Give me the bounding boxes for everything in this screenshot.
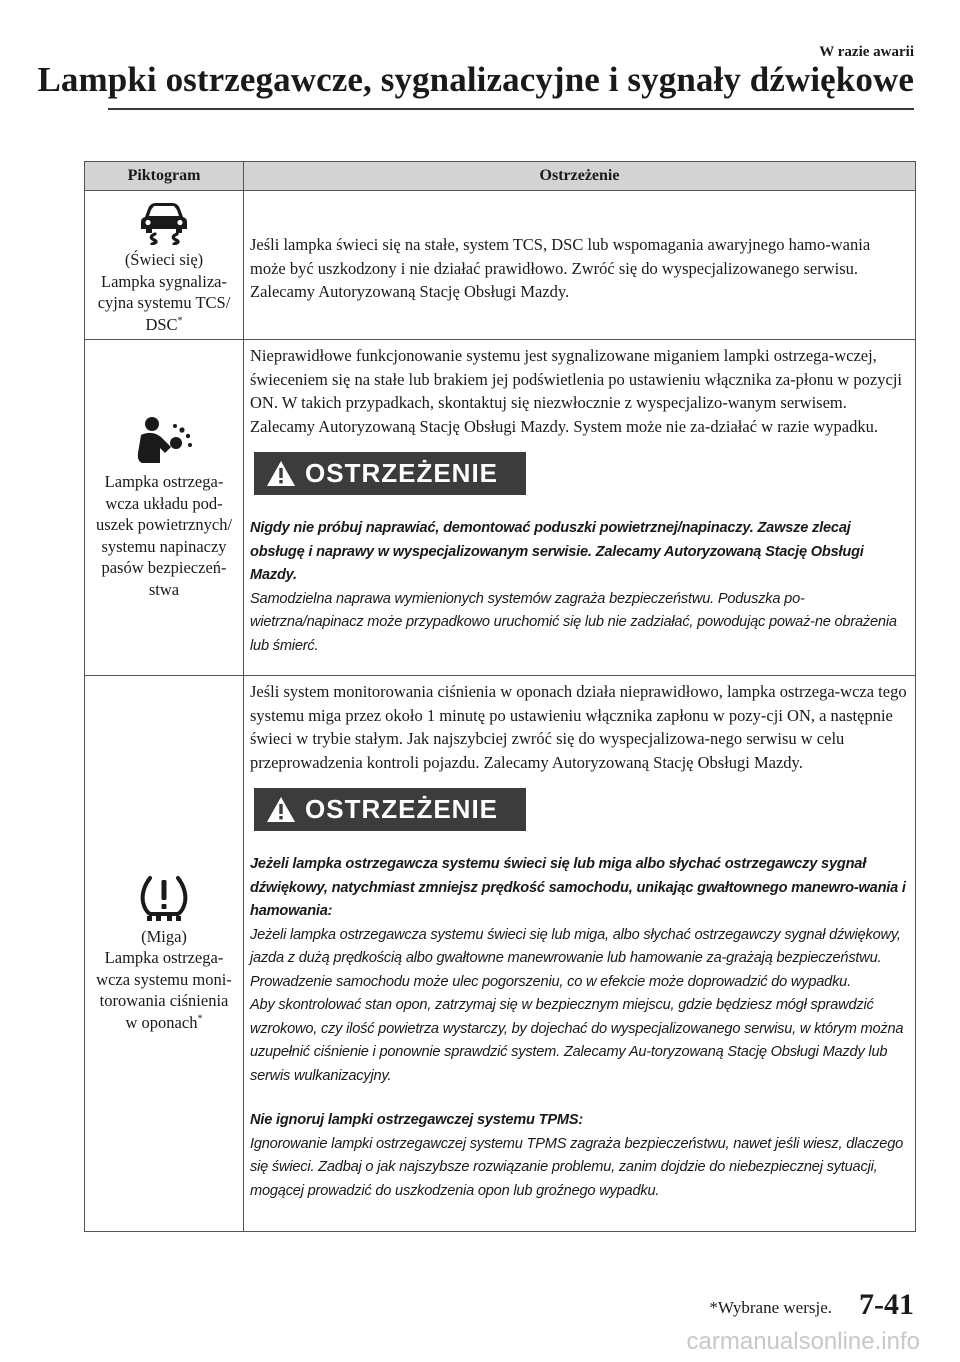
warning-bold-text: Jeżeli lampka ostrzegawcza systemu świeci się lub miga albo słychać ostrzegawczy sygnał dźwiękowy, natychmiast zmniejsz prędkość samochodu, unikając gwałtownego manewro-wania i hamowania: [250,856,906,919]
description-cell [244,340,916,676]
pictogram-label-line: torowania ciśnienia [99,991,229,1011]
warning-triangle-icon [266,460,296,487]
warning-banner-label: OSTRZEŻENIE [305,457,499,488]
pictogram-label-line: uszek powietrznych/ [95,515,233,534]
pictogram-label-line: wcza systemu moni- [96,969,232,989]
airbag-icon [132,415,196,467]
page-title: Lampki ostrzegawcze, sygnalizacyjne i sygnały dźwiękowe [37,60,914,99]
description-cell [244,191,916,340]
header-rule [108,108,914,110]
warning-triangle-icon [266,796,296,823]
pictogram-label-line: Lampka sygnaliza- [101,271,227,291]
description-text: Jeśli lampka świeci się na stałe, system TCS, DSC lub wspomagania awaryjnego hamo-wania może być uszkodzony i nie działać prawidłowo. Zwróć się do wyspecjalizowanego serwisu. Zalecamy Autoryzowaną Stację Obsługi Mazdy. [250,235,871,301]
column-header-warning: Ostrzeżenie [244,162,916,191]
footnote-asterisk: * [197,1013,203,1025]
pictogram-label-line: cyjna systemu TCS/ [97,293,231,312]
warning-text: Jeżeli lampka ostrzegawcza systemu świeci się lub miga, albo słychać ostrzegawczy sygnał dźwiękowy, jazda z dużą prędkością albo gwałtowne manewrowanie lub hamowanie za-grażają bezpieczeństwu. Prowadzenie samochodu może ulec pogorszeniu, co w efekcie może doprowadzić do wypadku. [250,926,901,990]
page-number: 7-41 [859,1288,914,1321]
description-text: Nieprawidłowe funkcjonowanie systemu jest sygnalizowane miganiem lampki ostrzega-wczej, świeceniem się na stałe lub brakiem jej podświetlenia po ustawieniu włącznika za-płonu w pozycji ON. W takich przypadkach, skontaktuj się niezwłocznie z wyspecjalizo-wanym serwisem. Zalecamy Autoryzowaną Stację Obsługi Mazdy. System może nie za-działać w razie wypadku. [250,346,902,436]
pictogram-label-text: DSC [145,314,178,334]
warning-text: Aby skontrolować stan opon, zatrzymaj się w bezpiecznym miejscu, gdzie będziesz mógł sprawdzić wzrokowo, czy ilość powietrza wystarczy, by dojechać do wyspecjalizowanego serwisu, w którym można uzupełnić ciśnienie i ponownie sprawdzić system. Zalecamy Au-toryzowaną Stację Obsługi Mazdy lub serwis wulkanizacyjny. [250,997,904,1084]
pictogram-label-line: stwa [148,579,180,599]
pictogram-label-line: (Świeci się) [124,250,204,269]
pictogram-label-line: Lampka ostrzega- [104,472,224,491]
pictogram-label-text: w oponach [125,1012,198,1032]
pictogram-cell [85,191,244,340]
watermark: carmanualsonline.info [686,1328,920,1355]
pictogram-label-line [87,1012,241,1034]
warning-lights-table [84,161,916,1232]
warning-bold-text: Nie ignoruj lampki ostrzegawczej systemu TPMS: [250,1112,584,1128]
table-row [85,676,916,1232]
warning-bold-text: Nigdy nie próbuj naprawiać, demontować poduszki powietrznej/napinaczy. Zawsze zlecaj obsługę i naprawy w wyspecjalizowanym serwisie. Zalecamy Autoryzowaną Stację Obsługi Mazdy. [250,520,864,583]
pictogram-label-line: Lampka ostrzega- [104,948,224,968]
pictogram-label-line [87,314,241,336]
pictogram-label-line: systemu napinaczy [101,536,227,556]
footnote-asterisk: * [177,315,183,326]
pictogram-cell [85,676,244,1232]
warning-banner [254,788,526,831]
pictogram-label-line: (Miga) [141,926,187,946]
warning-text: Samodzielna naprawa wymienionych systemów zagraża bezpieczeństwu. Poduszka po-wietrzna/napinacz może przypadkowo uruchomić się lub nie zadziałać, powodując poważ-ne obrażenia lub śmierć. [250,590,897,654]
table-header-row [85,162,916,191]
warning-banner-label: OSTRZEŻENIE [305,793,499,824]
column-header-pictogram: Piktogram [85,162,244,191]
pictogram-label-line: wcza układu pod- [105,493,223,513]
pictogram-cell [85,340,244,676]
footnote: *Wybrane wersje. [709,1298,832,1317]
warning-banner [254,452,526,495]
warning-text: Ignorowanie lampki ostrzegawczej systemu TPMS zagraża bezpieczeństwu, nawet jeśli wiesz, dlaczego się świeci. Zadbaj o jak najszybsze rozwiązanie problemu, zanim dojdzie do niebezpiecznej sytuacji, mogącej prowadzić do uszkodzenia opon lub groźnego wypadku. [250,1135,904,1199]
tire-pressure-icon [137,874,191,922]
skid-car-icon [135,201,193,245]
description-text: Jeśli system monitorowania ciśnienia w oponach działa nieprawidłowo, lampka ostrzega-wcza tego systemu miga przez około 1 minutę po ustawieniu włącznika zapłonu w pozy-cji ON, a następnie świeci w trybie stałym. Jak najszybciej zwróć się do wyspecjalizowa-nego serwisu w celu przeprowadzenia kontroli pojazdu. Zalecamy Autoryzowaną Stację Obsługi Mazdy. [250,682,907,772]
table-row [85,191,916,340]
description-cell [244,676,916,1232]
table-row [85,340,916,676]
pictogram-label-line: pasów bezpieczeń- [101,558,227,577]
section-header: W razie awarii [819,44,914,60]
